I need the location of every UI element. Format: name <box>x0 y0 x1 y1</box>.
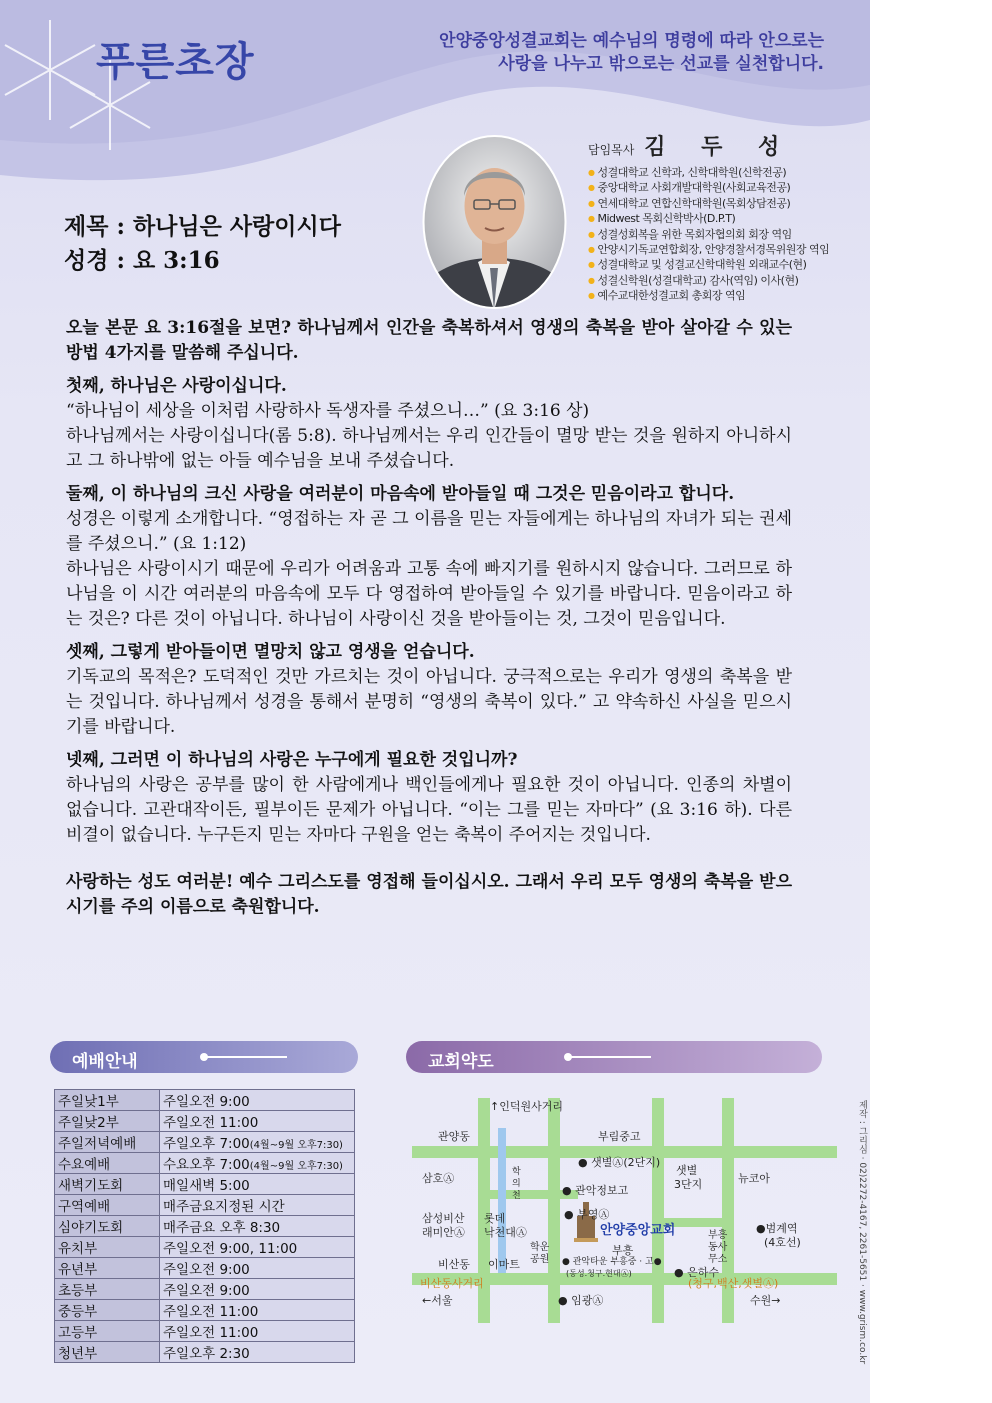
service-name: 청년부 <box>55 1342 160 1363</box>
stream <box>498 1128 506 1273</box>
map-label: 학운 <box>530 1242 550 1253</box>
service-row <box>55 1279 355 1300</box>
credential-item: ● 성결대학교 및 성결교신학대학원 외래교수(현) <box>588 257 829 272</box>
map-label: (4호선) <box>764 1236 801 1249</box>
credential-item: ● Midwest 목회신학박사(D.P.T) <box>588 211 829 226</box>
service-time-note: (4월~9월 오후7:30) <box>249 1140 343 1151</box>
service-time <box>160 1279 355 1300</box>
credential-item: ● 성결대학교 신학과, 신학대학원(신학전공) <box>588 165 829 180</box>
map-label: 부흥 <box>612 1244 634 1257</box>
closing-blessing: 사랑하는 성도 여러분! 예수 그리스도를 영접해 들이십시오. 그래서 우리 모두 영생의 축복을 받으시기를 주의 이름으로 축원합니다. <box>66 872 792 917</box>
paragraph: 성경은 이렇게 소개합니다. “영접하는 자 곧 그 이름을 믿는 자들에게는 하나님의 자녀가 되는 권세를 주셨으니.” (요 1:12) <box>66 509 792 554</box>
sermon-title: 제목 : 하나님은 사랑이시다 <box>64 213 341 240</box>
service-schedule-table <box>54 1089 355 1363</box>
map-label: ● 샛별Ⓐ(2단지) <box>578 1156 661 1169</box>
map-label: 동사 <box>708 1242 728 1253</box>
service-name: 고등부 <box>55 1321 160 1342</box>
service-row <box>55 1174 355 1195</box>
map-label: 삼호Ⓐ <box>422 1172 455 1185</box>
service-name: 구역예배 <box>55 1195 160 1216</box>
service-time-value: 주일오전 11:00 <box>163 1304 259 1320</box>
pastor-role: 담임목사 <box>588 143 635 157</box>
map-label: ● 관악타운 부흥중 · 고● <box>562 1257 662 1267</box>
map-heading-label: 교회약도 <box>428 1052 494 1072</box>
pastor-header <box>588 130 829 161</box>
service-name: 주일낮1부 <box>55 1090 160 1111</box>
sermon-heading <box>64 210 341 278</box>
map-label: ● 부영Ⓐ <box>564 1208 610 1221</box>
pill-line <box>202 1056 287 1058</box>
map-label: 비산동 <box>438 1258 470 1271</box>
paragraph: 기독교의 목적은? 도덕적인 것만 가르치는 것이 아닙니다. 궁극적으로는 우리가 영생의 축복을 받는 것입니다. 하나님께서 성경을 통해서 분명히 “영생의 축복이 있다.” 고 약속하신 사실을 믿으시기를 바랍니다. <box>66 667 792 737</box>
pill-line <box>566 1056 651 1058</box>
service-time-value: 수요오후 7:00 <box>163 1157 250 1173</box>
service-name: 주일저녁예배 <box>55 1132 160 1153</box>
service-time-value: 주일오후 2:30 <box>163 1346 250 1362</box>
church-motto <box>439 30 824 76</box>
map-label: 부흥 <box>708 1230 728 1241</box>
service-time-value: 매주금요 오후 8:30 <box>163 1220 281 1236</box>
paragraph: 하나님은 사랑이시기 때문에 우리가 어려움과 고통 속에 빠지기를 원하시지 않습니다. 그러므로 하나님을 이 시간 여러분의 마음속에 모두 다 영접하여 받아들일 수 있기를 바랍니다. 믿음이라고 하는 것은? 다른 것이 아닙니다. 하나님이 사랑이신 것을 받아들이는 것, 그것이 믿음입니다. <box>66 559 792 629</box>
service-time-value: 매주금요지정된 시간 <box>163 1199 285 1215</box>
map-label: 의 <box>512 1179 521 1189</box>
point-heading-3: 셋째, 그렇게 받아들이면 멸망치 않고 영생을 얻습니다. <box>66 642 475 662</box>
service-time-value: 주일오후 7:00 <box>163 1136 250 1152</box>
map-label: 래미안Ⓐ <box>422 1226 465 1239</box>
map-label: 무소 <box>708 1254 728 1265</box>
service-name: 유치부 <box>55 1237 160 1258</box>
service-row <box>55 1342 355 1363</box>
service-time-value: 매일새벽 5:00 <box>163 1178 250 1194</box>
point-heading-1: 첫째, 하나님은 사랑이십니다. <box>66 376 287 396</box>
map-label: (동성.청구.현대Ⓐ) <box>566 1269 632 1278</box>
service-time <box>160 1258 355 1279</box>
credential-item: ● 중앙대학교 사회개발대학원(사회교육전공) <box>588 180 829 195</box>
service-time <box>160 1342 355 1363</box>
map-label: 수원→ <box>750 1294 781 1307</box>
credential-item: ● 성결신학원(성결대학교) 감사(역임) 이사(현) <box>588 273 829 288</box>
service-time <box>160 1300 355 1321</box>
map-heading <box>406 1041 822 1073</box>
map-label: 삼성비산 <box>422 1212 465 1225</box>
service-time <box>160 1132 355 1153</box>
map-label: 낙천대Ⓐ <box>484 1226 527 1239</box>
motto-line: 사랑을 나누고 밖으로는 선교를 실천합니다. <box>498 54 824 74</box>
service-row <box>55 1111 355 1132</box>
map-label: 뉴코아 <box>738 1172 770 1185</box>
service-row <box>55 1237 355 1258</box>
credential-item: ● 예수교대한성결교회 총회장 역임 <box>588 288 829 303</box>
paragraph: 하나님께서는 사랑이십니다(롬 5:8). 하나님께서는 우리 인간들이 멸망 받는 것을 원하지 아니하시고 그 하나밖에 없는 아들 예수님을 보내 주셨습니다. <box>66 426 792 471</box>
point-heading-2: 둘째, 이 하나님의 크신 사랑을 여러분이 마음속에 받아들일 때 그것은 믿음이라고 합니다. <box>66 484 735 504</box>
map-label: 부림중고 <box>598 1130 641 1143</box>
service-row <box>55 1258 355 1279</box>
motto-line: 안양중앙성결교회는 예수님의 명령에 따라 안으로는 <box>439 31 824 51</box>
map-label: 비산동사거리 <box>420 1277 484 1290</box>
service-time-value: 주일오전 11:00 <box>163 1325 259 1341</box>
paragraph: “하나님이 세상을 이처럼 사랑하사 독생자를 주셨으니…” (요 3:16 상) <box>66 401 590 421</box>
service-name: 중등부 <box>55 1300 160 1321</box>
service-time <box>160 1111 355 1132</box>
services-heading-label: 예배안내 <box>72 1052 138 1072</box>
service-row <box>55 1132 355 1153</box>
service-name: 주일낮2부 <box>55 1111 160 1132</box>
sermon-scripture: 성경 : 요 3:16 <box>64 247 220 274</box>
service-row <box>55 1195 355 1216</box>
service-time <box>160 1174 355 1195</box>
map-label: 공원 <box>530 1254 550 1265</box>
service-name: 유년부 <box>55 1258 160 1279</box>
bulletin-logo: 푸른초장 <box>96 39 255 85</box>
service-name: 심야기도회 <box>55 1216 160 1237</box>
service-row <box>55 1153 355 1174</box>
credential-item: ● 성결성회복을 위한 목회자협의회 회장 역임 <box>588 227 829 242</box>
service-time <box>160 1153 355 1174</box>
map-label: 학 <box>512 1167 521 1177</box>
map-label: ● 은하수 <box>674 1266 719 1279</box>
service-time <box>160 1216 355 1237</box>
service-name: 수요예배 <box>55 1153 160 1174</box>
pastor-profile <box>588 130 829 304</box>
services-heading <box>50 1041 358 1073</box>
service-schedule-body <box>55 1090 355 1363</box>
service-time-value: 주일오전 9:00 <box>163 1094 250 1110</box>
map-label: ● 임광Ⓐ <box>558 1294 604 1307</box>
service-time-value: 주일오전 9:00, 11:00 <box>163 1241 298 1257</box>
map-label: ↑인덕원사거리 <box>490 1100 563 1113</box>
service-row <box>55 1321 355 1342</box>
credential-item: ● 안양시기독교연합회장, 안양경찰서경목위원장 역임 <box>588 242 829 257</box>
sermon-body <box>66 316 792 920</box>
map-label: ←서울 <box>422 1294 453 1307</box>
service-name: 새벽기도회 <box>55 1174 160 1195</box>
service-time-value: 주일오전 9:00 <box>163 1262 250 1278</box>
pastor-credentials <box>588 165 829 304</box>
publisher-credit: 제작 : 그리심 · 02)2272-4167, 2261-5651 · www.grism.co.kr <box>857 1100 867 1365</box>
sermon-intro: 오늘 본문 요 3:16절을 보면? 하나님께서 인간을 축복하셔서 영생의 축복을 받아 살아갈 수 있는 방법 4가지를 말씀해 주십니다. <box>66 318 792 363</box>
map-label: 천 <box>512 1191 521 1201</box>
credential-item: ● 연세대학교 연합신학대학원(목회상담전공) <box>588 196 829 211</box>
map-label: ● 관악정보고 <box>562 1184 629 1197</box>
service-time <box>160 1321 355 1342</box>
pastor-name: 김 두 성 <box>644 134 794 160</box>
church-label: 안양중앙교회 <box>600 1223 676 1238</box>
map-label: 관양동 <box>438 1130 470 1143</box>
paragraph: 하나님의 사랑은 공부를 많이 한 사람에게나 백인들에게나 필요한 것이 아닙니다. 인종의 차별이 없습니다. 고관대작이든, 필부이든 문제가 아닙니다. “이는 그를 믿는 자마다” (요 3:16 하). 다른 비결이 없습니다. 누구든지 믿는 자마다 구원을 얻는 축복이 주어지는 것입니다. <box>66 775 792 845</box>
map-label: (청구,백산,샛별Ⓐ) <box>688 1277 779 1290</box>
map-label: 3단지 <box>674 1178 703 1191</box>
service-time-note: (4월~9월 오후7:30) <box>249 1161 343 1172</box>
point-heading-4: 넷째, 그러면 이 하나님의 사랑은 누구에게 필요한 것입니까? <box>66 750 518 770</box>
service-time <box>160 1195 355 1216</box>
map-label: 롯데 <box>484 1212 506 1225</box>
map-label: 이마트 <box>488 1258 520 1271</box>
service-row <box>55 1300 355 1321</box>
service-row <box>55 1216 355 1237</box>
service-time <box>160 1237 355 1258</box>
service-time-value: 주일오전 11:00 <box>163 1115 259 1131</box>
service-time-value: 주일오전 9:00 <box>163 1283 250 1299</box>
service-name: 초등부 <box>55 1279 160 1300</box>
pastor-portrait <box>422 134 567 310</box>
church-location-map <box>412 1098 852 1338</box>
service-row <box>55 1090 355 1111</box>
map-label: 샛별 <box>676 1164 698 1177</box>
map-label: ●범계역 <box>756 1222 798 1235</box>
service-time <box>160 1090 355 1111</box>
